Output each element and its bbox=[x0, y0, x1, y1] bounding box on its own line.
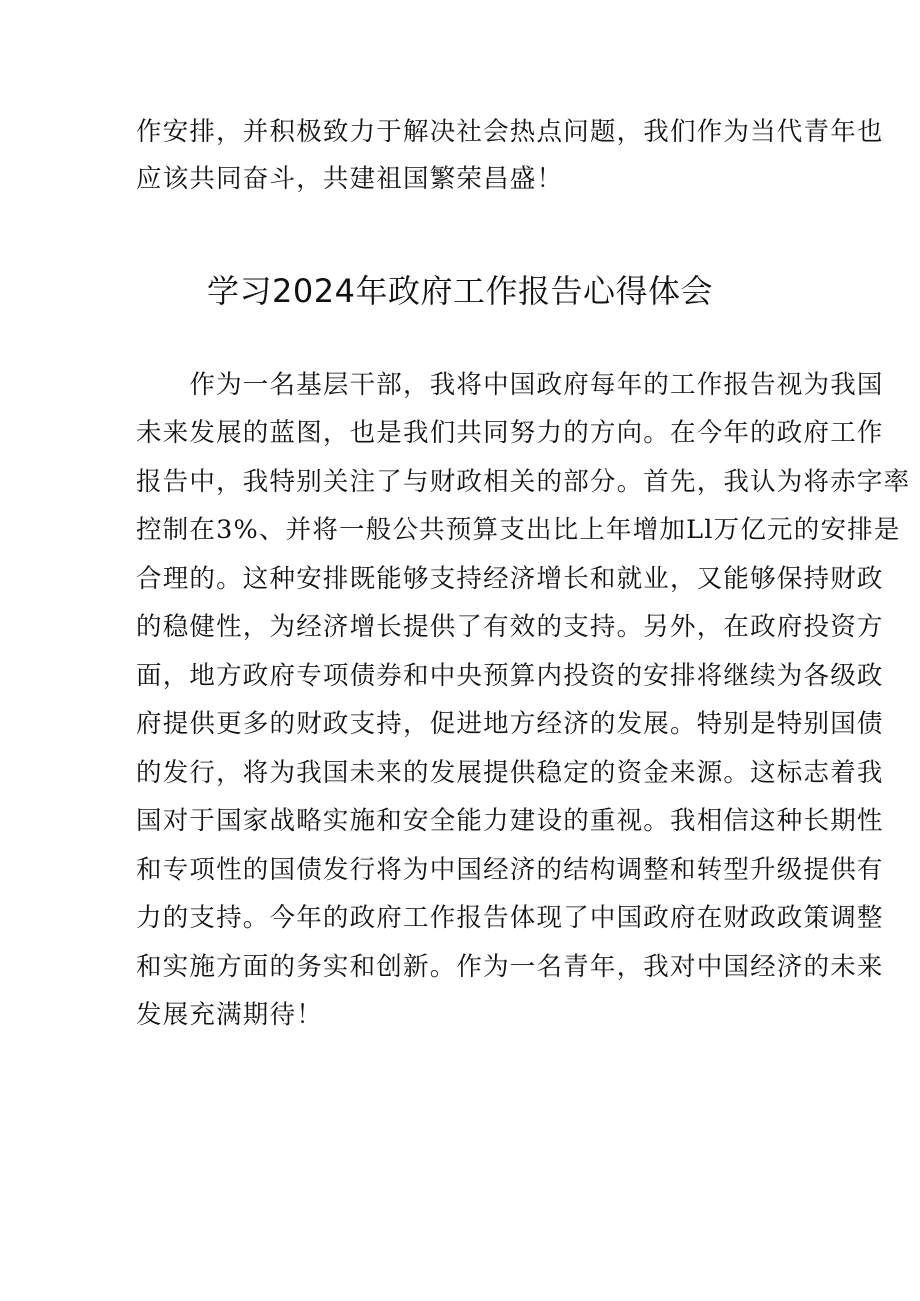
body-line-4: 控制在3%、并将一般公共预算支出比上年增加Ll万亿元的安排是 bbox=[136, 515, 901, 545]
body-line-11: 和专项性的国债发行将为中国经济的结构调整和转型升级提供有 bbox=[136, 855, 884, 885]
body-line-13: 和实施方面的务实和创新。作为一名青年，我对中国经济的未来 bbox=[136, 952, 884, 982]
intro-line-1: 作安排，并积极致力于解决社会热点问题，我们作为当代青年也 bbox=[136, 117, 884, 147]
body-line-9: 的发行，将为我国未来的发展提供稳定的资金来源。这标志着我 bbox=[136, 758, 884, 788]
body-line-8: 府提供更多的财政支持，促进地方经济的发展。特别是特别国债 bbox=[136, 709, 884, 739]
body-line-2: 未来发展的蓝图，也是我们共同努力的方向。在今年的政府工作 bbox=[136, 418, 884, 448]
intro-line-2: 应该共同奋斗，共建祖国繁荣昌盛！ bbox=[136, 164, 564, 194]
document-title: 学习2024年政府工作报告心得体会 bbox=[207, 272, 713, 310]
body-line-6: 的稳健性，为经济增长提供了有效的支持。另外，在政府投资方 bbox=[136, 612, 884, 642]
body-line-14: 发展充满期待！ bbox=[136, 1000, 323, 1030]
body-line-5: 合理的。这种安排既能够支持经济增长和就业，又能够保持财政 bbox=[136, 564, 884, 594]
body-line-1: 作为一名基层干部，我将中国政府每年的工作报告视为我国 bbox=[136, 370, 884, 400]
body-line-12: 力的支持。今年的政府工作报告体现了中国政府在财政政策调整 bbox=[136, 903, 884, 933]
body-line-7: 面，地方政府专项债券和中央预算内投资的安排将继续为各级政 bbox=[136, 661, 884, 691]
body-line-10: 国对于国家战略实施和安全能力建设的重视。我相信这种长期性 bbox=[136, 806, 884, 836]
body-line-3: 报告中，我特别关注了与财政相关的部分。首先，我认为将赤字率 bbox=[136, 467, 911, 497]
